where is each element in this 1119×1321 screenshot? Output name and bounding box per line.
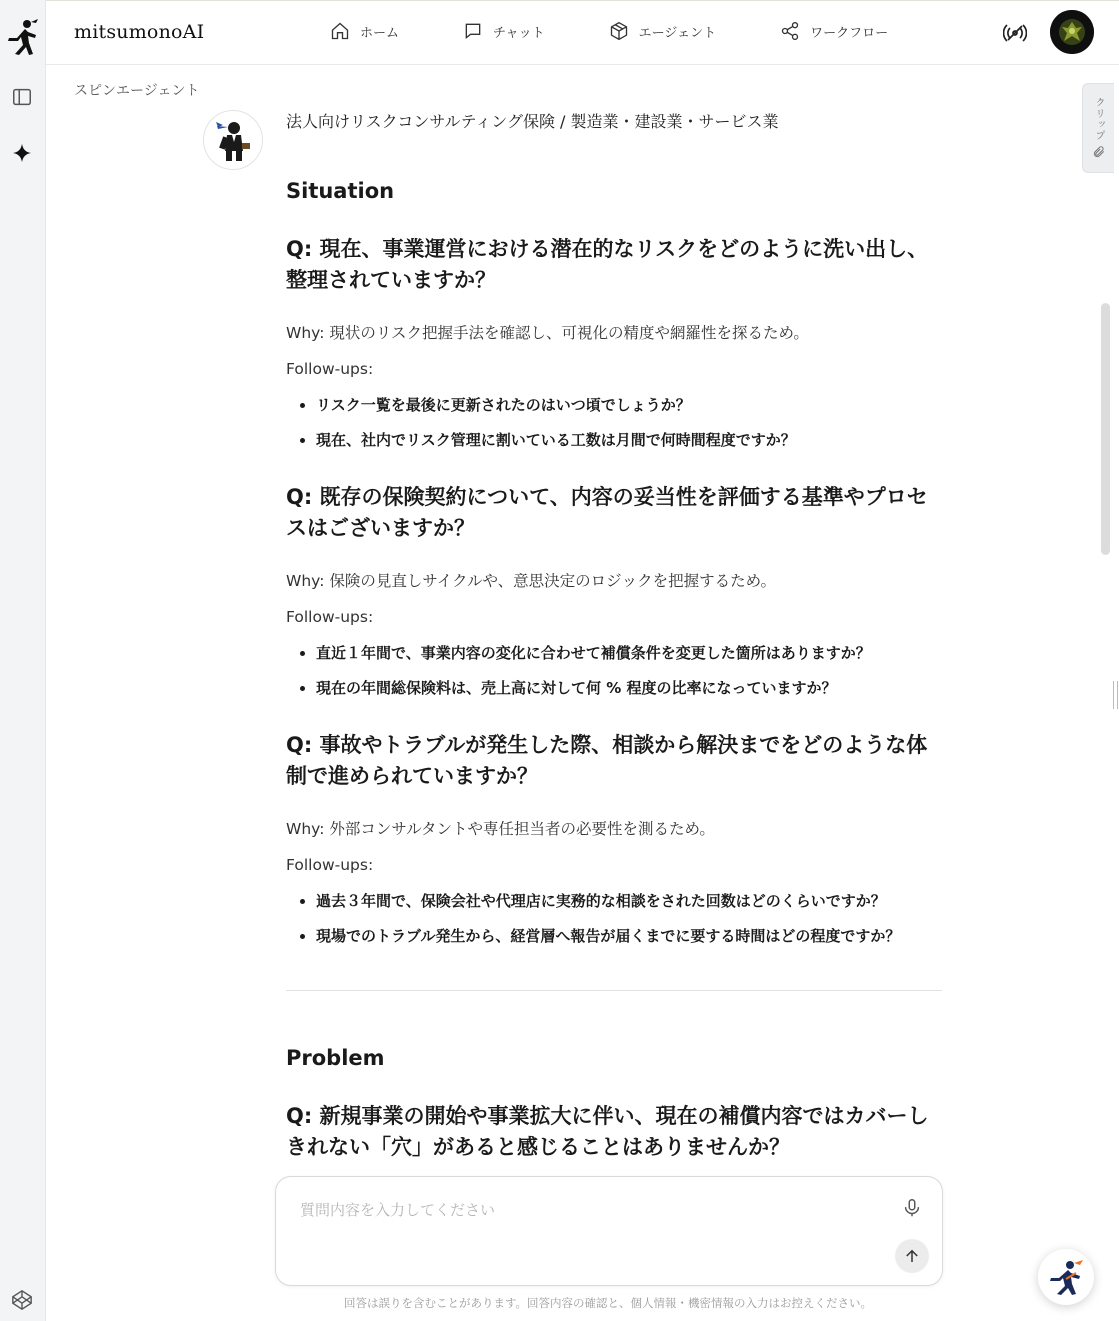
nav-agent-label: エージェント [638, 25, 717, 41]
codepen-icon[interactable] [9, 1287, 35, 1313]
followup-item: • リスク一覧を最後に更新されたのはいつ頃でしょうか？ [316, 392, 942, 419]
nav-home-label: ホーム [360, 25, 400, 41]
question-block [286, 234, 942, 454]
clip-label: クリップ [1093, 97, 1104, 141]
section-title-situation: Situation [286, 179, 395, 203]
followup-item: • 現場でのトラブル発生から、経営層へ報告が届くまでに要する時間はどの程度ですか？ [316, 923, 942, 950]
question-why: Why: 外部コンサルタントや専任担当者の必要性を測るため。 [286, 820, 715, 838]
nav-chat[interactable] [463, 21, 545, 41]
nav-workflow-label: ワークフロー [810, 25, 889, 41]
question-why: Why: 保険の見直しサイクルや、意思決定のロジックを把握するため。 [286, 572, 777, 590]
agent-avatar [203, 110, 263, 170]
question-heading: Q: 事故やトラブルが発生した際、相談から解決までをどのような体制で進められていますか？ [286, 733, 928, 788]
chat-icon [463, 21, 483, 41]
home-icon [330, 21, 350, 41]
paperclip-icon [1092, 145, 1106, 159]
followups-list [286, 640, 942, 702]
followup-item: • 現在の年間総保険料は、売上高に対して何 % 程度の比率になっていますか？ [316, 675, 942, 702]
user-avatar[interactable] [1050, 10, 1094, 54]
section-divider [286, 990, 942, 991]
question-heading: Q: 現在、事業運営における潜在的なリスクをどのように洗い出し、整理されていますか？ [286, 237, 929, 292]
nav-home[interactable] [330, 21, 399, 41]
resize-handle[interactable] [1113, 681, 1118, 709]
arrow-up-icon [903, 1247, 921, 1265]
scrollbar-thumb[interactable] [1101, 303, 1110, 555]
sparkle-icon[interactable] [9, 140, 35, 166]
nav-chat-label: チャット [493, 25, 545, 41]
ninja-mascot-icon [1046, 1257, 1086, 1297]
message-subtitle: 法人向けリスクコンサルティング保険 / 製造業・建設業・サービス業 [286, 112, 779, 131]
nav-workflow[interactable] [780, 21, 888, 41]
question-block [286, 730, 942, 950]
sidebar-toggle-icon[interactable] [9, 84, 35, 110]
send-button[interactable] [895, 1239, 929, 1273]
agent-message [286, 108, 942, 1165]
microphone-icon[interactable] [901, 1197, 923, 1219]
ninja-logo-icon[interactable] [5, 18, 39, 56]
section-title-problem: Problem [286, 1046, 385, 1070]
brand-name[interactable]: mitsumonoAI [74, 21, 205, 43]
followups-label: Follow-ups: [286, 360, 374, 378]
assistant-fab[interactable] [1038, 1249, 1094, 1305]
followups-list [286, 392, 942, 454]
followups-label: Follow-ups: [286, 608, 374, 626]
broadcast-icon[interactable] [1003, 21, 1027, 45]
share-icon [780, 21, 800, 41]
top-bar [46, 0, 1119, 65]
question-input[interactable] [298, 1197, 862, 1261]
followups-label: Follow-ups: [286, 856, 374, 874]
left-rail [0, 0, 46, 1321]
breadcrumb[interactable]: スピンエージェント [74, 83, 200, 99]
question-heading: Q: 既存の保険契約について、内容の妥当性を評価する基準やプロセスはございますか？ [286, 485, 928, 540]
followup-item: • 直近１年間で、事業内容の変化に合わせて補償条件を変更した箇所はありますか？ [316, 640, 942, 667]
chat-composer [275, 1176, 943, 1286]
question-block [286, 482, 942, 702]
main-nav [330, 21, 888, 41]
cube-icon [609, 21, 629, 41]
question-heading: Q: 新規事業の開始や事業拡大に伴い、現在の補償内容ではカバーしきれない「穴」があると感じることはありませんか？ [286, 1104, 929, 1159]
clip-tab[interactable] [1082, 83, 1114, 173]
disclaimer-text: 回答は誤りを含むことがあります。回答内容の確認と、個人情報・機密情報の入力はお控えください。 [343, 1296, 873, 1310]
followup-item: • 現在、社内でリスク管理に割いている工数は月間で何時間程度ですか？ [316, 427, 942, 454]
followups-list [286, 888, 942, 950]
nav-agent[interactable] [609, 21, 716, 41]
followup-item: • 過去３年間で、保険会社や代理店に実務的な相談をされた回数はどのくらいですか？ [316, 888, 942, 915]
question-why: Why: 現状のリスク把握手法を確認し、可視化の精度や網羅性を探るため。 [286, 324, 809, 342]
